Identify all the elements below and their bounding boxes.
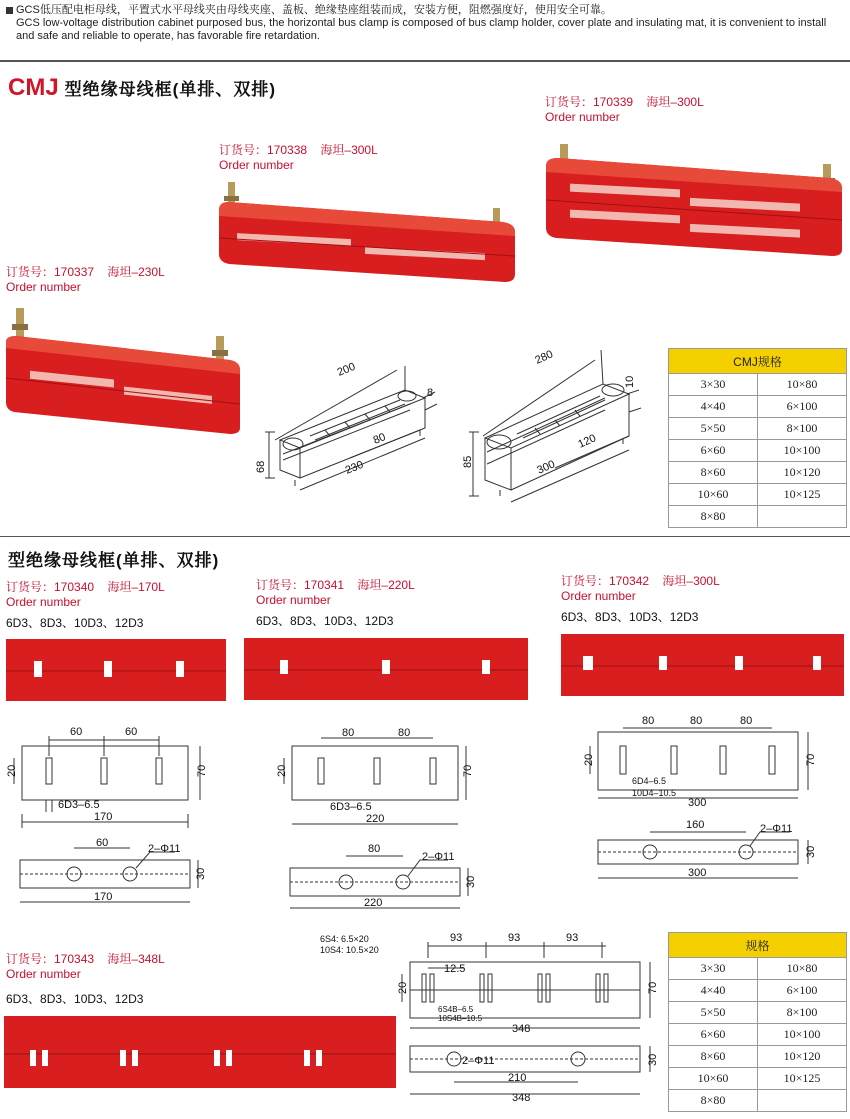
dim-170342-side: 20: [583, 753, 595, 766]
dim-170341-hole-h: 30: [465, 875, 477, 888]
dim-b-w: 120: [576, 432, 598, 451]
dim-170340-slot: 6D3–6.5: [58, 799, 100, 811]
dim-170343-total2: 348: [512, 1092, 531, 1104]
spec-row: [669, 980, 847, 1002]
dim-a-len: 200: [335, 360, 358, 379]
spec-cell: 6×60: [669, 1024, 758, 1046]
spec-row: [669, 462, 847, 484]
product-block-170340: 订货号：170340 海坦–170L Order number 6D3、8D3、10D3、12D3: [6, 580, 165, 630]
dim-170343-slot: 6S4B–6.5: [438, 1005, 474, 1014]
spec-table-bus: [668, 932, 847, 1112]
dim-170342-pitch2: 80: [690, 715, 703, 727]
dim-170342-slot: 6D4–6.5: [632, 776, 667, 786]
spec-table-cmj: [668, 348, 847, 528]
spec-row: [669, 396, 847, 418]
spec-cell: 10×125: [758, 1068, 847, 1090]
dim-170342-height: 70: [805, 753, 817, 766]
dim-b-len: 280: [533, 348, 555, 367]
dim-170343-height: 70: [647, 981, 659, 994]
spec-cell: 6×100: [758, 396, 847, 418]
dim-170340-hole: 2–Φ11: [148, 843, 181, 855]
dimension-drawings-row: [0, 715, 850, 948]
spec-table-header: 规格: [669, 933, 847, 958]
order-label-170338: 订货号：170338 海坦–300L Order number: [219, 143, 378, 172]
spec-cell: 6×60: [669, 440, 758, 462]
dim-170343-total: 348: [512, 1023, 531, 1035]
spec-cell: 8×80: [669, 1090, 758, 1112]
intro-en: GCS low-voltage distribution cabinet purposed bus, the horizontal bus clamp is composed of bus clamp holder, cover plate and insulating mat, it is convenient to install and safe and reliable to operate, has favorable fire retardation.: [16, 17, 827, 42]
dim-170340-side: 20: [6, 764, 18, 777]
product-image-170337: [4, 304, 244, 409]
dim-b-h: 10: [624, 375, 636, 388]
dim-170340-hole-pitch: 60: [96, 837, 109, 849]
series-code: CMJ: [8, 74, 59, 101]
spec-row: [669, 374, 847, 396]
spec-row: [669, 418, 847, 440]
dim-170341-pitch1: 80: [342, 727, 355, 739]
spec-cell: 10×60: [669, 484, 758, 506]
spec-row: [669, 506, 847, 528]
dim-a-w: 80: [371, 431, 388, 447]
spec-cell: 10×80: [758, 374, 847, 396]
dim-170343-pitch1: 93: [450, 932, 463, 944]
dim-170341-slot: 6D3–6.5: [330, 801, 372, 813]
spec-cell: 8×60: [669, 1046, 758, 1068]
dimension-drawing-170343: [316, 928, 659, 1104]
spec-cell: 4×40: [669, 980, 758, 1002]
spec-cell: 10×100: [758, 1024, 847, 1046]
dim-170340-pitch2: 60: [125, 726, 138, 738]
dim-170343-hole-pitch: 210: [508, 1072, 527, 1084]
spec-row: [669, 958, 847, 980]
dim-170342-pitch3: 80: [740, 715, 753, 727]
dim-170342-pitch1: 80: [642, 715, 655, 727]
spec-cell: 5×50: [669, 1002, 758, 1024]
section1-title-text: 型绝缘母线框(单排、双排): [64, 80, 276, 99]
spec-cell: 8×60: [669, 462, 758, 484]
spec-cell: 10×120: [758, 1046, 847, 1068]
spec-row: [669, 1046, 847, 1068]
spec-row: [669, 440, 847, 462]
dim-170342-hole-pitch: 160: [686, 819, 705, 831]
dimension-drawing-cmj: [255, 340, 675, 525]
note-6s4: 6S4: 6.5×20: [320, 934, 369, 944]
dim-a-total: 230: [343, 458, 366, 477]
dim-a-height: 68: [255, 460, 267, 473]
product-block-170342: 订货号：170342 海坦–300L Order number 6D3、8D3、10D3、12D3: [561, 574, 720, 624]
dim-170341-pitch2: 80: [398, 727, 411, 739]
spec-cell: 4×40: [669, 396, 758, 418]
dim-170342-total2: 300: [688, 867, 707, 879]
spec-cell: 8×100: [758, 418, 847, 440]
spec-cell: 10×60: [669, 1068, 758, 1090]
dim-a-h: 8: [427, 387, 434, 399]
intro-text: [6, 4, 846, 43]
dim-170343-side: 20: [397, 981, 409, 994]
spec-cell: 8×100: [758, 1002, 847, 1024]
dim-170343-slot2: 10S4B–10.5: [438, 1014, 483, 1023]
spec-row: [669, 1002, 847, 1024]
dim-170342-slot2: 10D4–10.5: [632, 788, 677, 798]
dim-b-total: 300: [535, 458, 557, 477]
product-image-170340: [6, 635, 228, 705]
dim-170340-hole-h: 30: [195, 867, 207, 880]
spec-cell: 10×80: [758, 958, 847, 980]
divider: [0, 60, 850, 62]
spec-row: [669, 1068, 847, 1090]
dim-170341-hole-pitch: 80: [368, 843, 381, 855]
dim-b-height: 85: [462, 455, 474, 468]
product-block-170341: 订货号：170341 海坦–220L Order number 6D3、8D3、10D3、12D3: [256, 578, 415, 628]
spec-table-header: CMJ规格: [669, 349, 847, 374]
spec-row: [669, 1090, 847, 1112]
spec-cell: 3×30: [669, 958, 758, 980]
spec-cell: [758, 506, 847, 528]
order-label-170337: 订货号：170337 海坦–230L Order number: [6, 265, 165, 294]
spec-cell: 6×100: [758, 980, 847, 1002]
intro-zh: GCS低压配电柜母线，平置式水平母线夹由母线夹座、盖板、绝缘垫座组装而成，安装方便，阻燃强度好，使用安全可靠。: [16, 4, 612, 16]
order-label-170339: 订货号：170339 海坦–300L Order number: [545, 95, 704, 124]
dim-170343-pitch2: 93: [508, 932, 521, 944]
dim-170343-offset: 12.5: [444, 963, 466, 975]
dim-170341-height: 70: [462, 764, 474, 777]
note-10s4: 10S4: 10.5×20: [320, 945, 379, 955]
dim-170343-hole: 2–Φ11: [462, 1055, 495, 1067]
dim-170340-height: 70: [196, 764, 208, 777]
spec-cell: 8×80: [669, 506, 758, 528]
spec-cell: [758, 1090, 847, 1112]
dim-170341-total2: 220: [364, 897, 383, 909]
dim-170342-hole-h: 30: [805, 845, 817, 858]
spec-cell: 10×125: [758, 484, 847, 506]
dim-170343-pitch3: 93: [566, 932, 579, 944]
product-image-170338: [215, 178, 520, 288]
product-block-170343: 订货号：170343 海坦–348L Order number 6D3、8D3、10D3、12D3: [6, 952, 165, 1006]
dim-170340-total: 170: [94, 811, 113, 823]
spec-cell: 5×50: [669, 418, 758, 440]
spec-cell: 10×100: [758, 440, 847, 462]
spec-row: [669, 1024, 847, 1046]
bullet-icon: [6, 7, 13, 14]
product-image-170342: [561, 630, 847, 702]
dim-170341-side: 20: [276, 764, 288, 777]
product-image-170339: [540, 130, 845, 260]
spec-cell: 10×120: [758, 462, 847, 484]
dim-170340-total2: 170: [94, 891, 113, 903]
section2-title: 型绝缘母线框(单排、双排): [8, 551, 220, 570]
spec-cell: 3×30: [669, 374, 758, 396]
section1-title: [8, 74, 276, 102]
spec-row: [669, 484, 847, 506]
dim-170341-total: 220: [366, 813, 385, 825]
dim-170340-pitch1: 60: [70, 726, 83, 738]
divider: [0, 536, 850, 537]
product-image-170341: [244, 634, 534, 704]
dim-170341-hole: 2–Φ11: [422, 851, 455, 863]
dim-170342-hole: 2–Φ11: [760, 823, 793, 835]
dim-170343-hole-h: 30: [647, 1053, 659, 1066]
dim-170342-total: 300: [688, 797, 707, 809]
